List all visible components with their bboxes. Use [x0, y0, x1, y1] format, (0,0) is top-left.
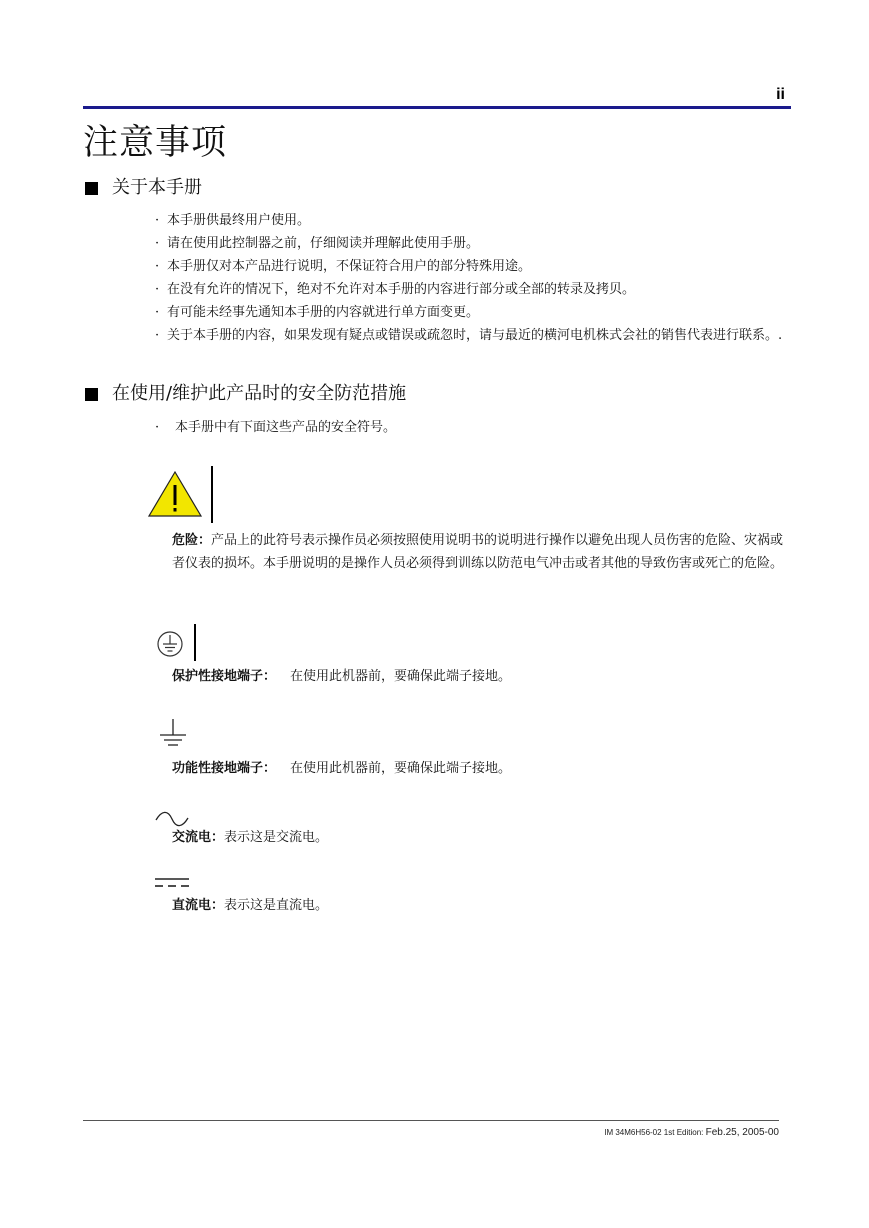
protective-ground-text: 在使用此机器前，要确保此端子接地。 [290, 669, 512, 684]
protective-ground-icon [155, 623, 200, 663]
footer-doc-id: IM 34M6H56-02 1st Edition: [604, 1128, 706, 1137]
section-heading-text: 在使用/维护此产品时的安全防范措施 [112, 383, 407, 404]
ac-text: 表示这是交流电。 [224, 830, 329, 845]
dc-text: 表示这是直流电。 [224, 898, 329, 913]
footer-date: Feb.25, 2005-00 [705, 1127, 779, 1138]
section-heading-safety [85, 382, 406, 406]
functional-ground-text: 在使用此机器前，要确保此端子接地。 [290, 761, 512, 776]
danger-text: 产品上的此符号表示操作员必须按照使用说明书的说明进行操作以避免出现人员伤害的危险、灾祸或者仪表的损坏。本手册说明的是操作人员必须得到训练以防范电气冲击或者其他的导致伤害或死亡的危险。 [172, 533, 784, 571]
list-item: · 关于本手册的内容，如果发现有疑点或错误或疏忽时，请与最近的横河电机株式会社的销售代表进行联系。. [155, 328, 783, 343]
dc-description [172, 894, 787, 917]
header-rule [83, 106, 791, 109]
warning-triangle-icon [148, 466, 216, 524]
functional-ground-description [172, 757, 787, 780]
page-number: ii [776, 86, 785, 103]
danger-description [172, 529, 787, 575]
footer-doc-info [604, 1127, 779, 1138]
safety-intro-list [155, 416, 785, 439]
dc-label: 直流电： [172, 898, 225, 913]
section-heading-about-manual [85, 176, 202, 200]
protective-ground-label: 保护性接地端子： [172, 669, 277, 684]
list-item: · 在没有允许的情况下，绝对不允许对本手册的内容进行部分或全部的转录及拷贝。 [155, 282, 636, 297]
protective-ground-description [172, 665, 787, 688]
square-bullet-icon [85, 388, 98, 401]
footer-rule [83, 1120, 779, 1121]
page-title: 注意事项 [83, 123, 228, 163]
about-manual-list [155, 209, 785, 347]
dc-lines-icon [154, 876, 190, 890]
square-bullet-icon [85, 182, 98, 195]
list-item: · 本手册仅对本产品进行说明，不保证符合用户的部分特殊用途。 [155, 259, 532, 274]
section-heading-text: 关于本手册 [112, 177, 202, 198]
list-item: · 本手册中有下面这些产品的安全符号。 [155, 420, 397, 435]
functional-ground-label: 功能性接地端子： [172, 761, 277, 776]
functional-ground-icon [157, 717, 189, 749]
ac-description [172, 826, 787, 849]
danger-label: 危险： [172, 533, 212, 548]
list-item: · 请在使用此控制器之前，仔细阅读并理解此使用手册。 [155, 236, 480, 251]
list-item: · 本手册供最终用户使用。 [155, 213, 311, 228]
list-item: · 有可能未经事先通知本手册的内容就进行单方面变更。 [155, 305, 480, 320]
ac-label: 交流电： [172, 830, 225, 845]
